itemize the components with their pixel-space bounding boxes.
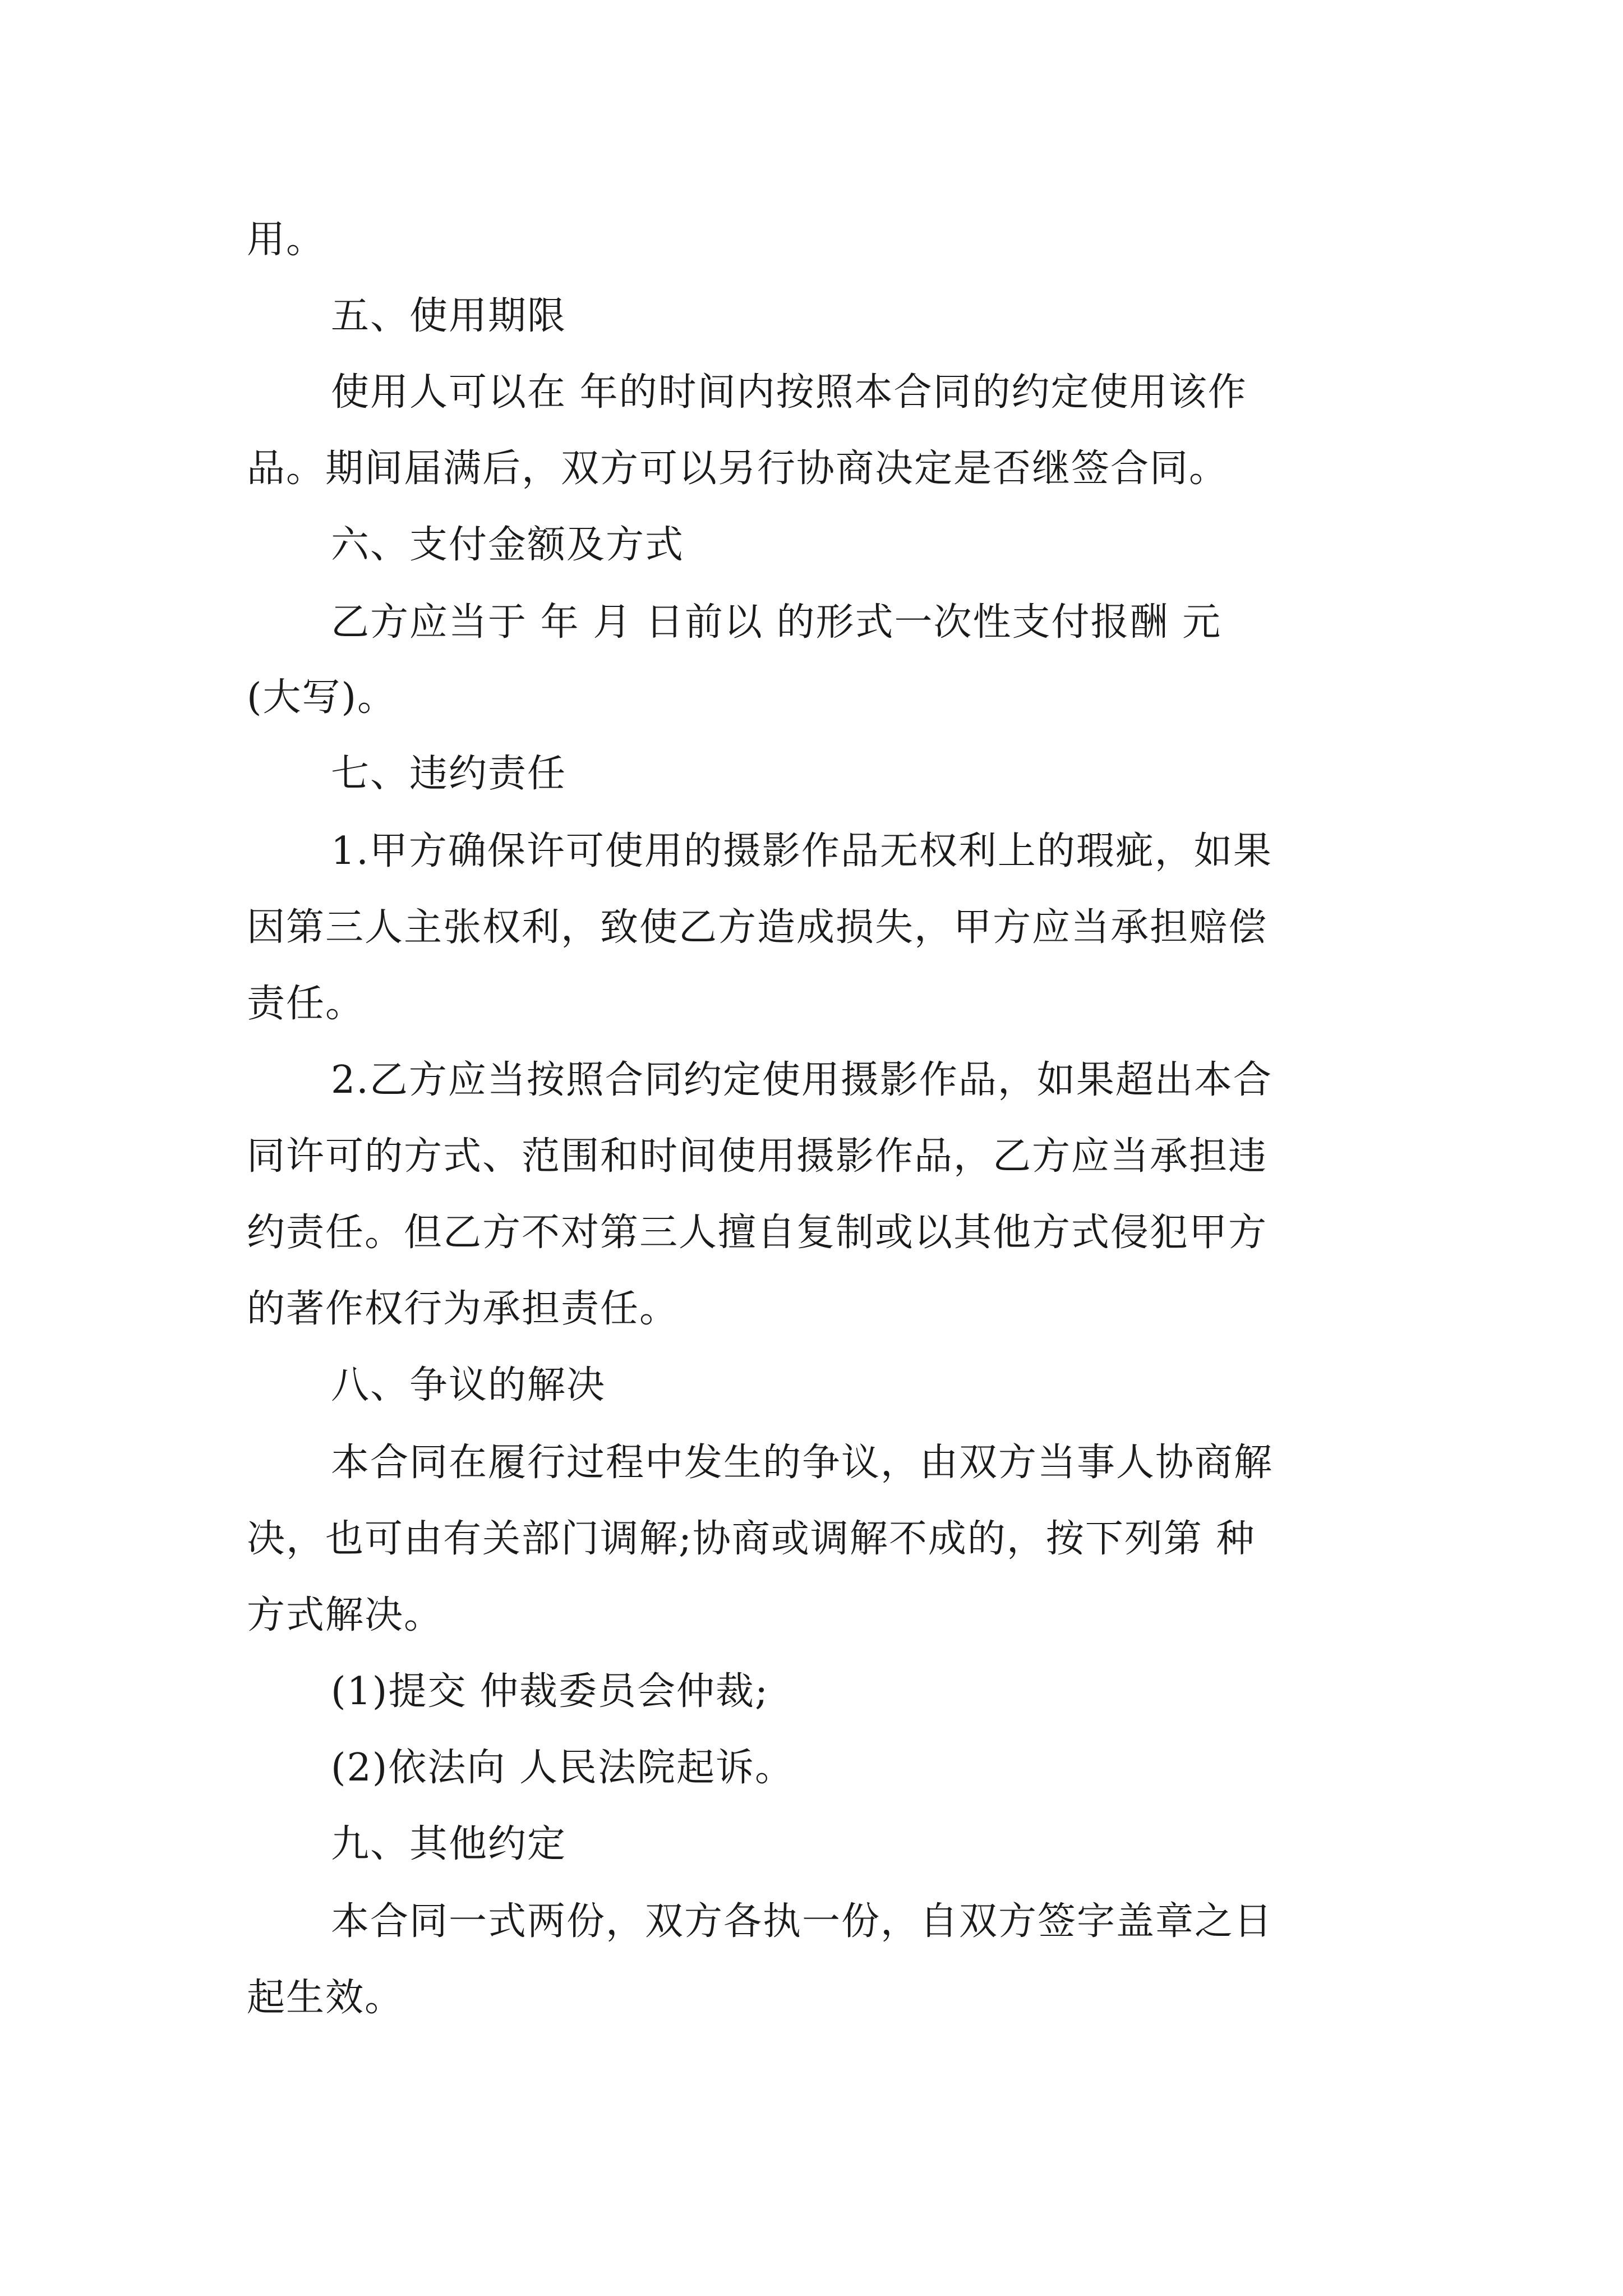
paragraph-line: 用。 <box>247 218 326 262</box>
paragraph-line: 2.乙方应当按照合同约定使用摄影作品，如果超出本合 <box>331 1058 1272 1102</box>
paragraph-line: (大写)。 <box>247 675 397 720</box>
paragraph-line: 决，也可由有关部门调解;协商或调解不成的，按下列第 种 <box>247 1517 1256 1561</box>
paragraph-line: 乙方应当于 年 月 日前以 的形式一次性支付报酬 元 <box>331 600 1222 645</box>
paragraph-line: 1.甲方确保许可使用的摄影作品无权利上的瑕疵，如果 <box>331 829 1272 873</box>
paragraph-line: 责任。 <box>247 982 365 1026</box>
paragraph-line: 约责任。但乙方不对第三人擅自复制或以其他方式侵犯甲方 <box>247 1211 1268 1255</box>
paragraph-line: 方式解决。 <box>247 1593 444 1637</box>
section-heading: 七、违约责任 <box>331 752 567 796</box>
paragraph-line: 品。期间届满后，双方可以另行协商决定是否继签合同。 <box>247 447 1229 491</box>
paragraph-line: 起生效。 <box>247 1976 404 2020</box>
paragraph-line: 同许可的方式、范围和时间使用摄影作品，乙方应当承担违 <box>247 1134 1268 1179</box>
paragraph-line: 的著作权行为承担责任。 <box>247 1287 679 1331</box>
section-heading: 六、支付金额及方式 <box>331 523 685 567</box>
section-heading: 五、使用期限 <box>331 294 567 338</box>
paragraph-line: 本合同在履行过程中发生的争议，由双方当事人协商解 <box>331 1441 1274 1485</box>
paragraph-line: 本合同一式两份，双方各执一份，自双方签字盖章之日 <box>331 1899 1274 1944</box>
section-heading: 八、争议的解决 <box>331 1363 606 1407</box>
section-heading: 九、其他约定 <box>331 1822 567 1866</box>
list-item: (1)提交 仲裁委员会仲裁; <box>331 1669 769 1714</box>
list-item: (2)依法向 人民法院起诉。 <box>331 1746 794 1790</box>
paragraph-line: 使用人可以在 年的时间内按照本合同的约定使用该作 <box>331 370 1247 415</box>
paragraph-line: 因第三人主张权利，致使乙方造成损失，甲方应当承担赔偿 <box>247 905 1268 950</box>
